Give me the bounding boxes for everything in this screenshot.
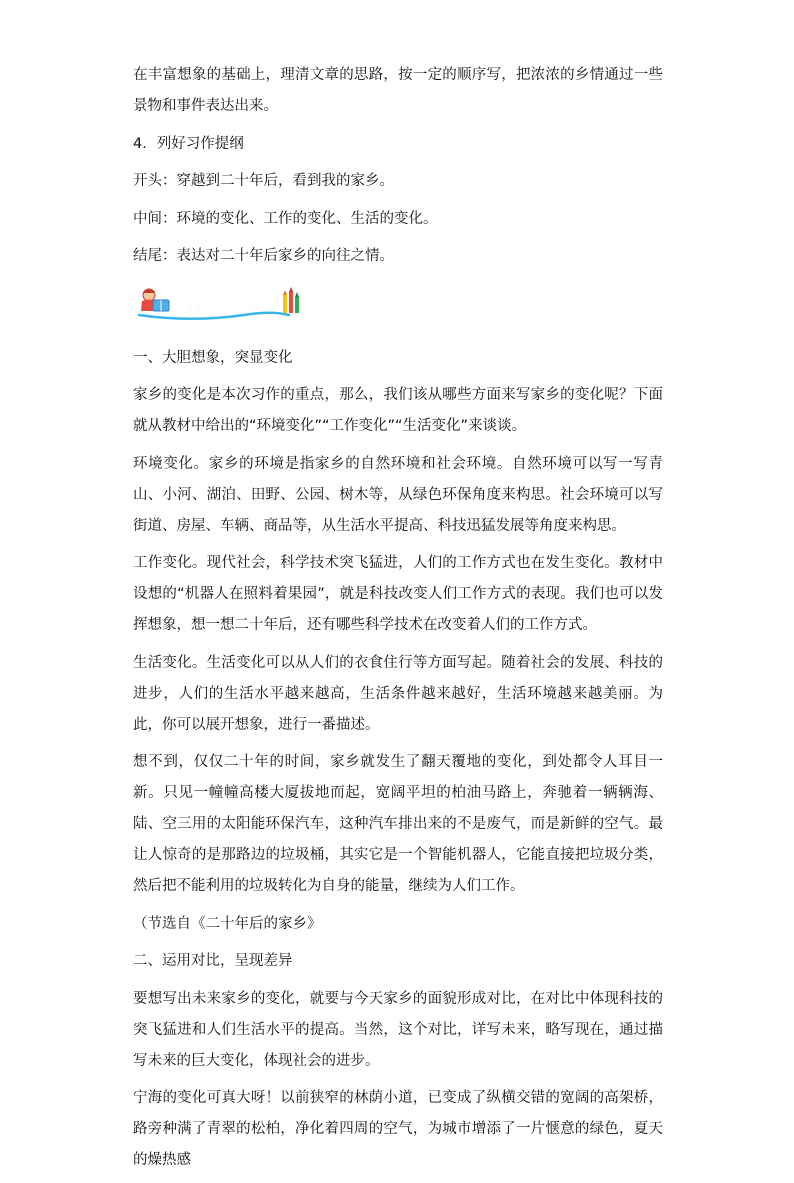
paragraph-text: 一、大胆想象，突显变化 [133,349,293,366]
paragraph-contrast [133,984,663,1077]
paragraph-intro-continuation [133,60,663,122]
paragraph-text: 要想写出未来家乡的变化，就要与今天家乡的面貌形成对比，在对比中体现科技的突飞猛进和人们生活水平的提高。当然，这个对比，详写未来，略写现在，通过描写未来的巨大变化，体现社会的进步。 [133,990,663,1069]
paragraph-text: 环境变化。家乡的环境是指家乡的自然环境和社会环境。自然环境可以写一写青山、小河、湖泊、田野、公园、树木等，从绿色环保角度来构思。社会环境可以写街道、房屋、车辆、商品等，从生活水平提高、科技迅猛发展等角度来构思。 [133,455,663,534]
paragraph-text: 开头：穿越到二十年后，看到我的家乡。 [133,173,394,189]
pencils-icon [283,287,299,313]
paragraph-source-note [133,909,663,940]
outline-opening [133,166,663,197]
paragraph-text: 结尾：表达对二十年后家乡的向往之情。 [133,248,394,264]
outline-middle [133,204,663,235]
paragraph-text: （节选自《二十年后的家乡》 [133,915,322,932]
paragraph-text: 在丰富想象的基础上，理清文章的思路，按一定的顺序写，把浓浓的乡情通过一些景物和事件表达出来。 [133,67,663,114]
paragraph-focus [133,380,663,442]
paragraph-life [133,648,663,741]
outline-ending [133,241,663,272]
paragraph-environment [133,449,663,542]
paragraph-text: 想不到，仅仅二十年的时间，家乡就发生了翻天覆地的变化，到处都令人耳目一新。只见一幢幢高楼大厦拔地而起，宽阔平坦的柏油马路上，奔驰着一辆辆海、陆、空三用的太阳能环保汽车，这种汽车排出来的不是废气，而是新鲜的空气。最让人惊奇的是那路边的垃圾桶，其实它是一个智能机器人，它能直接把垃圾分类，然后把不能利用的垃圾转化为自身的能量，继续为人们工作。 [133,754,663,894]
banner-title: 技法点拨 [175,291,256,314]
section-heading-imagination [133,343,663,374]
paragraph-text: 生活变化。生活变化可以从人们的衣食住行等方面写起。随着社会的发展、科技的进步，人们的生活水平越来越高，生活条件越来越好，生活环境越来越美丽。为此，你可以展开想象，进行一番描述。 [133,654,663,733]
paragraph-work [133,548,663,641]
paragraph-text: 家乡的变化是本次习作的重点，那么，我们该从哪些方面来写家乡的变化呢？下面就从教材中给出的“环境变化”“工作变化”“生活变化”来谈谈。 [133,387,663,434]
document-body [133,60,663,1183]
paragraph-text: 工作变化。现代社会，科学技术突飞猛进，人们的工作方式也在发生变化。教材中设想的“机器人在照料着果园”，就是科技改变人们工作方式的表现。我们也可以发挥想象，想一想二十年后，还有哪些科学技术在改变着人们的工作方式。 [133,555,663,633]
paragraph-text: 二、运用对比，呈现差异 [133,953,293,969]
outline-heading [133,129,663,160]
section-banner-block [133,279,663,339]
paragraph-example-two [133,1083,663,1176]
paragraph-text: 4．列好习作提纲 [133,135,244,152]
paragraph-text: 宁海的变化可真大呀！以前狭窄的林荫小道，已变成了纵横交错的宽阔的高架桥，路旁种满了青翠的松柏，净化着四周的空气，为城市增添了一片惬意的绿色，夏天的燥热感 [133,1090,663,1168]
paragraph-text: 中间：环境的变化、工作的变化、生活的变化。 [133,210,438,227]
technique-banner [133,285,308,321]
paragraph-example-one [133,747,663,902]
section-heading-contrast [133,946,663,977]
reading-child-icon [141,289,169,311]
